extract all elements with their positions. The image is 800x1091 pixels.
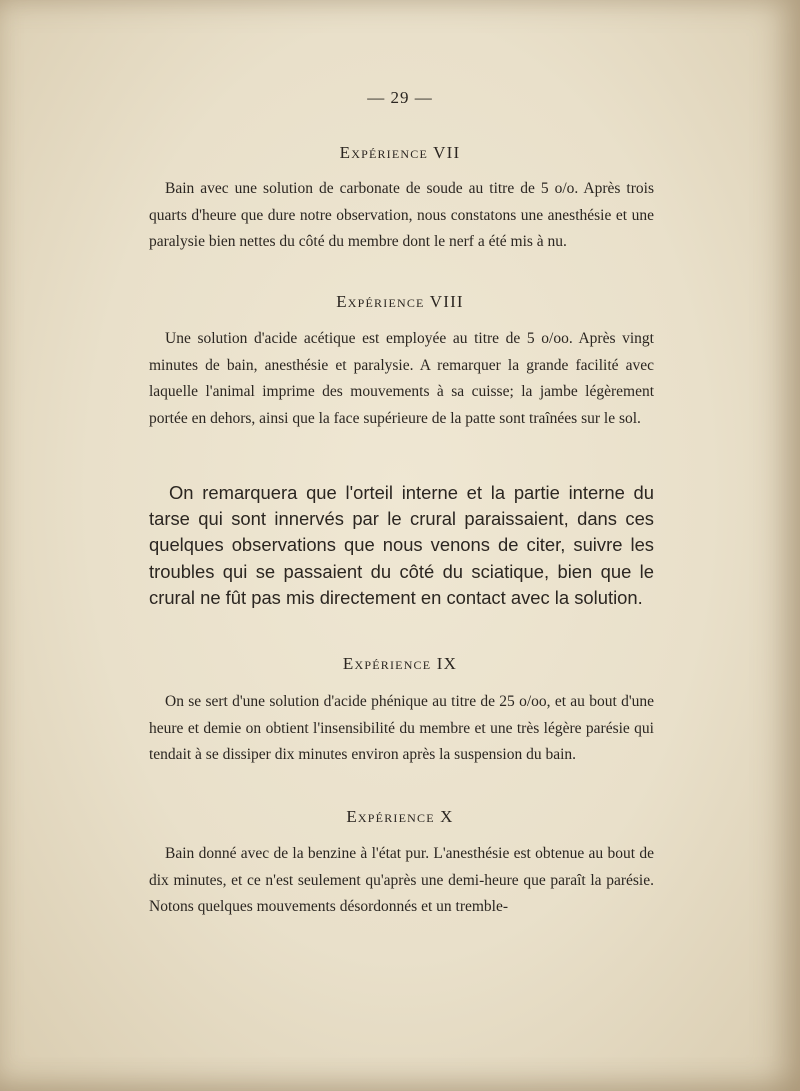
paragraph-experience-viii: Une solution d'acide acétique est employée au titre de 5 o/oo. Après vingt minutes de bain, anesthésie et paralysie. A remarquer la grande facilité avec laquelle l'animal imprime des mouvements à sa cuisse; la jambe légèrement portée en dehors, ainsi que la face supérieure de la patte sont traînées sur le sol. xyxy=(149,330,654,427)
heading-experience-x: Expérience X xyxy=(346,807,454,826)
heading-experience-vii: Expérience VII xyxy=(339,143,461,162)
paragraph-experience-vii: Bain avec une solution de carbonate de soude au titre de 5 o/o. Après trois quarts d'heure que dure notre observation, nous constatons une anesthésie et une paralysie bien nettes du côté du membre dont le nerf a été mis à nu. xyxy=(149,180,654,250)
heading-experience-viii: Expérience VIII xyxy=(336,292,464,311)
paragraph-remark: On remarquera que l'orteil interne et la partie interne du tarse qui sont innervés par le crural paraissaient, dans ces quelques observations que nous venons de citer, suivre les troubles qui se passaient du côté du sciatique, bien que le crural ne fût pas mis directement en contact avec la solution. xyxy=(149,482,654,608)
page-number: — 29 — xyxy=(367,88,433,107)
paragraph-experience-x: Bain donné avec de la benzine à l'état pur. L'anesthésie est obtenue au bout de dix minutes, et ce n'est seulement qu'après une demi-heure que paraît la parésie. Notons quelques mouvements désordonnés et un tremble- xyxy=(149,845,654,915)
paragraph-experience-ix: On se sert d'une solution d'acide phénique au titre de 25 o/oo, et au bout d'une heure et demie on obtient l'insensibilité du membre et une très légère parésie qui tendait à se dissiper dix minutes environ après la suspension du bain. xyxy=(149,693,654,763)
heading-experience-ix: Expérience IX xyxy=(342,654,458,673)
